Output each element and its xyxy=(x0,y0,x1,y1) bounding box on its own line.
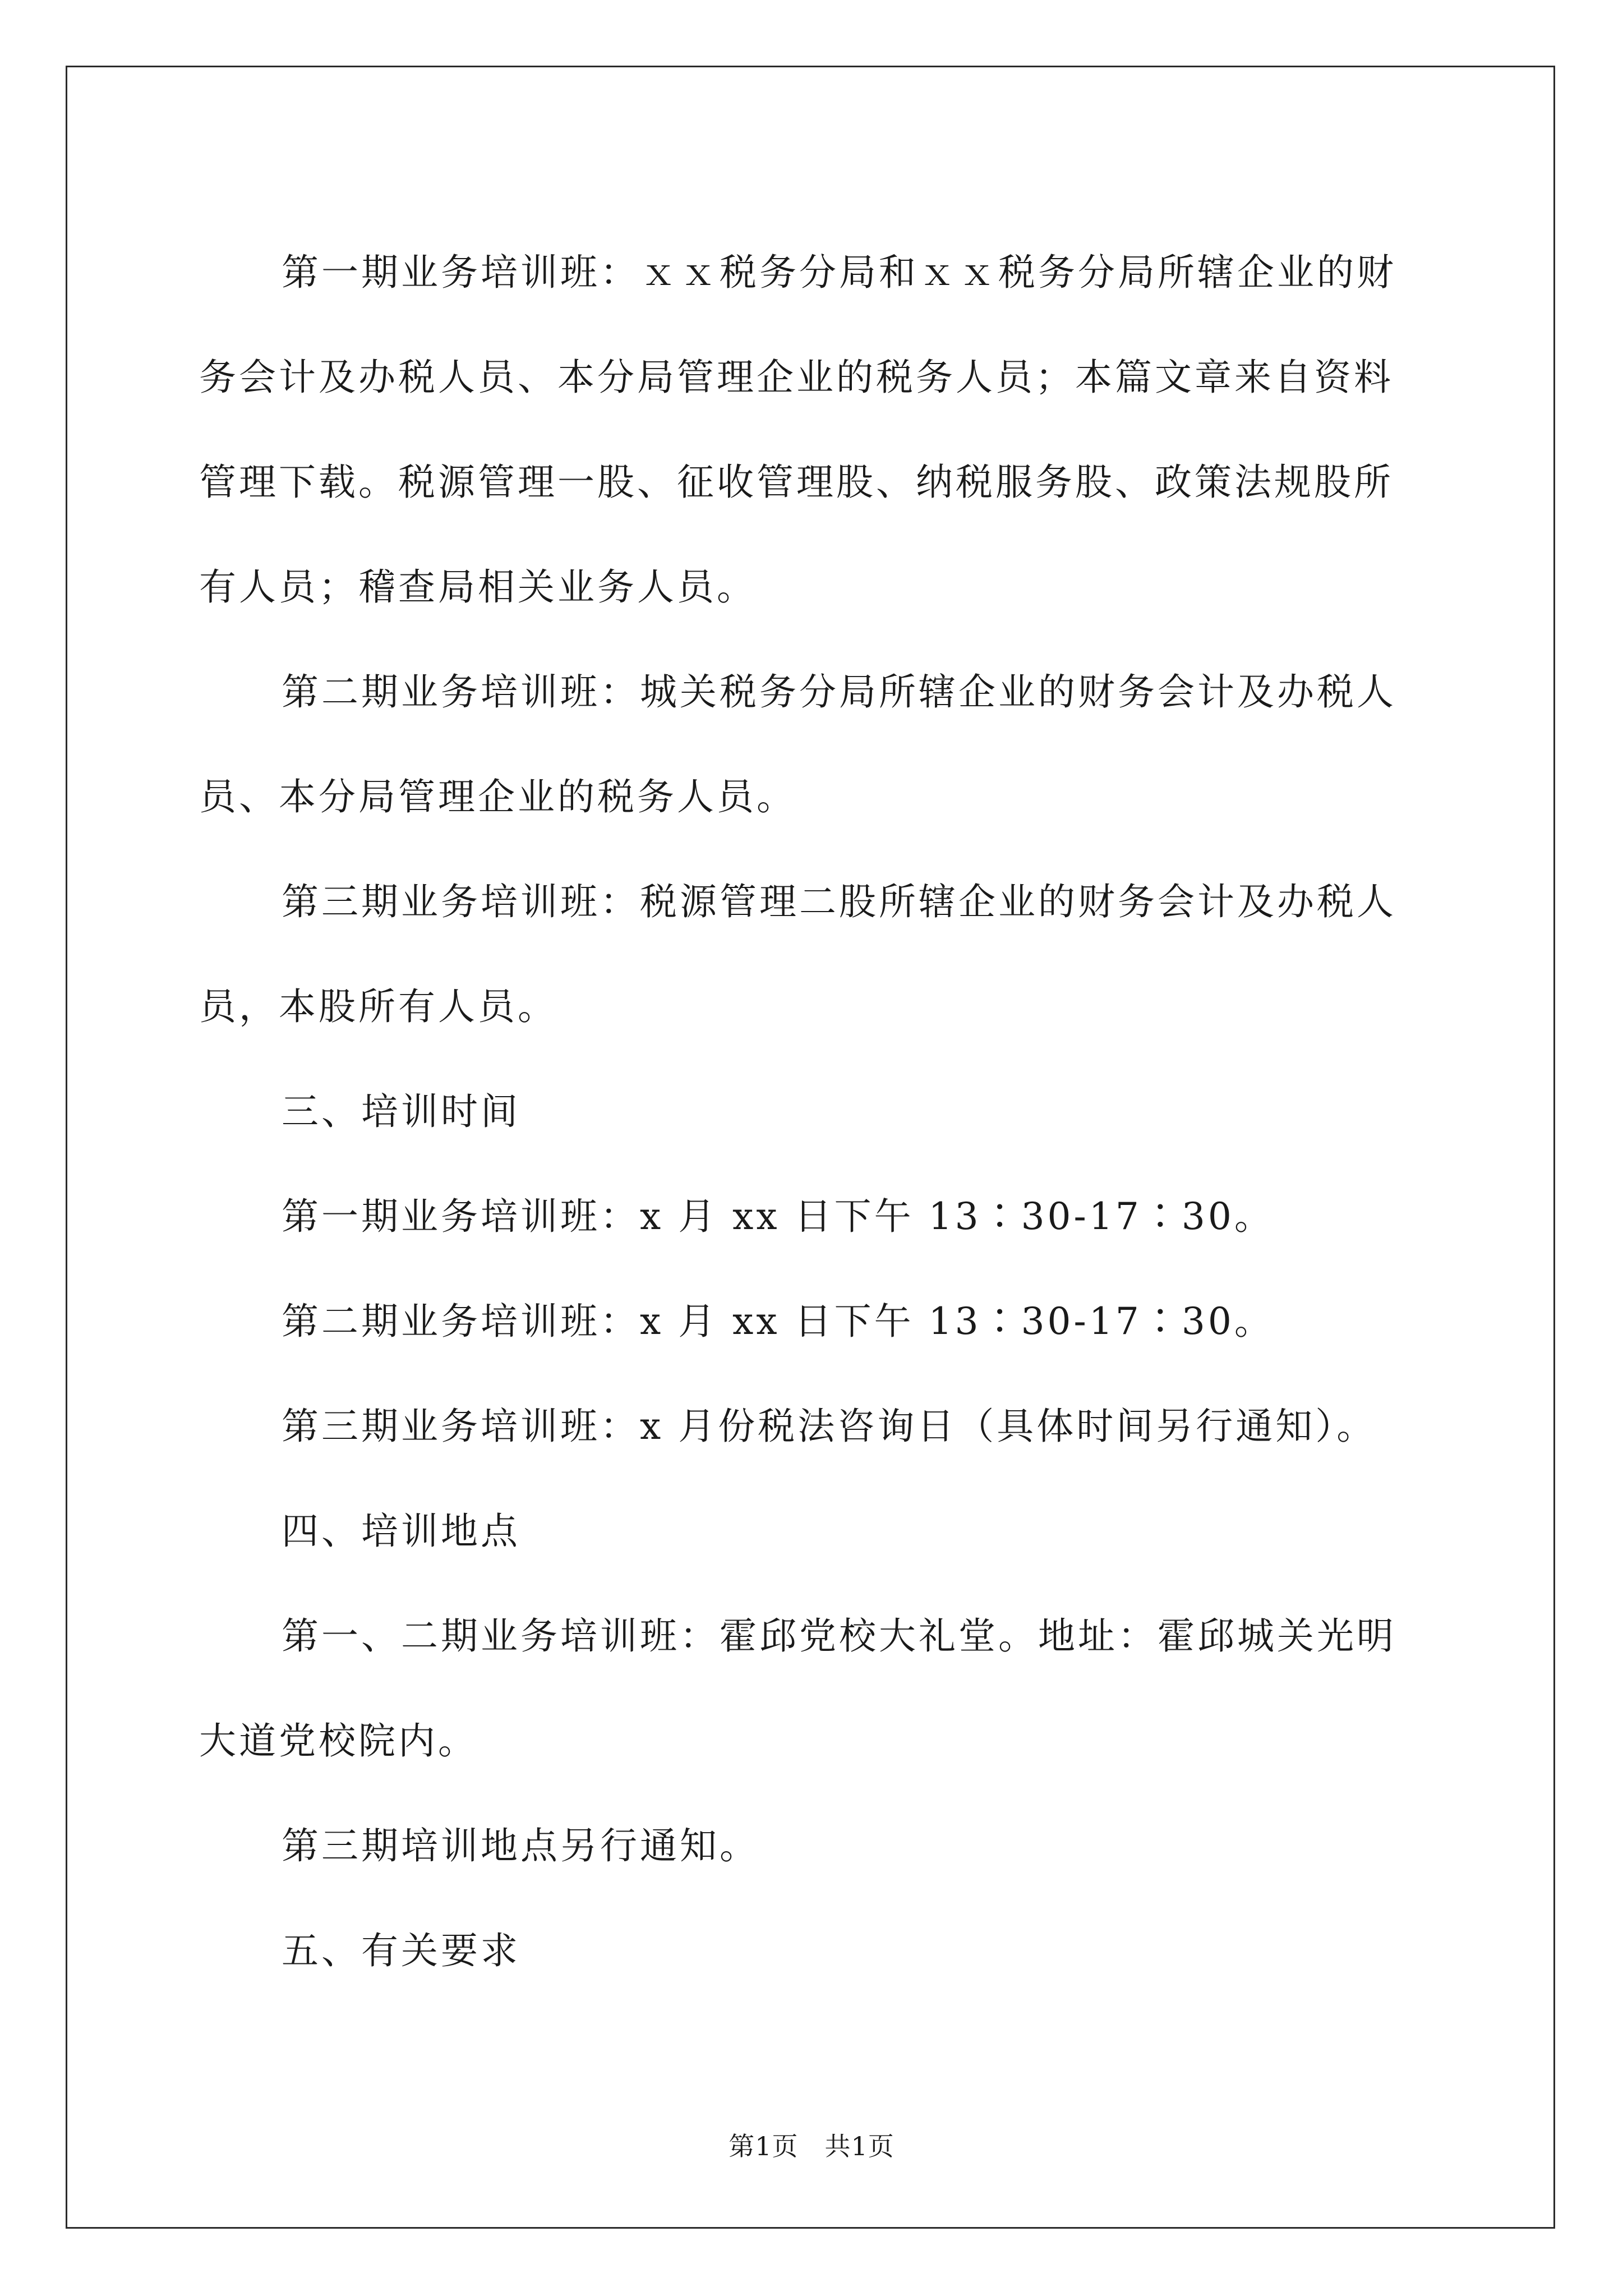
paragraph-line: 第一期业务培训班：ｘｘ税务分局和ｘｘ税务分局所辖企业的财 xyxy=(282,251,1396,294)
section-heading: 五、有关要求 xyxy=(282,1929,520,1972)
paragraph-line: 务会计及办税人员、本分局管理企业的税务人员；本篇文章来自资料 xyxy=(199,356,1394,399)
paragraph-line: 员，本股所有人员。 xyxy=(199,985,557,1028)
paragraph-line: 第三期业务培训班：税源管理二股所辖企业的财务会计及办税人 xyxy=(282,880,1396,923)
section-heading: 四、培训地点 xyxy=(282,1510,520,1553)
page-number-footer: 第1页 共1页 xyxy=(728,2131,895,2161)
paragraph-line: 管理下载。税源管理一股、征收管理股、纳税服务股、政策法规股所 xyxy=(199,461,1394,504)
paragraph-line: 第一期业务培训班：x 月 xx 日下午 13∶30-17∶30。 xyxy=(282,1195,1274,1238)
section-heading: 三、培训时间 xyxy=(282,1090,520,1133)
document-body xyxy=(199,220,1424,2003)
paragraph-line: 有人员；稽查局相关业务人员。 xyxy=(199,565,757,609)
paragraph-line: 第三期业务培训班：x 月份税法咨询日（具体时间另行通知）。 xyxy=(282,1405,1377,1448)
paragraph-line: 第一、二期业务培训班：霍邱党校大礼堂。地址：霍邱城关光明 xyxy=(282,1614,1396,1658)
paragraph-line: 员、本分局管理企业的税务人员。 xyxy=(199,775,796,818)
paragraph-line: 第二期业务培训班：城关税务分局所辖企业的财务会计及办税人 xyxy=(282,670,1396,714)
paragraph-line: 第二期业务培训班：x 月 xx 日下午 13∶30-17∶30。 xyxy=(282,1300,1274,1343)
paragraph-line: 大道党校院内。 xyxy=(199,1719,478,1763)
paragraph-line: 第三期培训地点另行通知。 xyxy=(282,1824,759,1867)
